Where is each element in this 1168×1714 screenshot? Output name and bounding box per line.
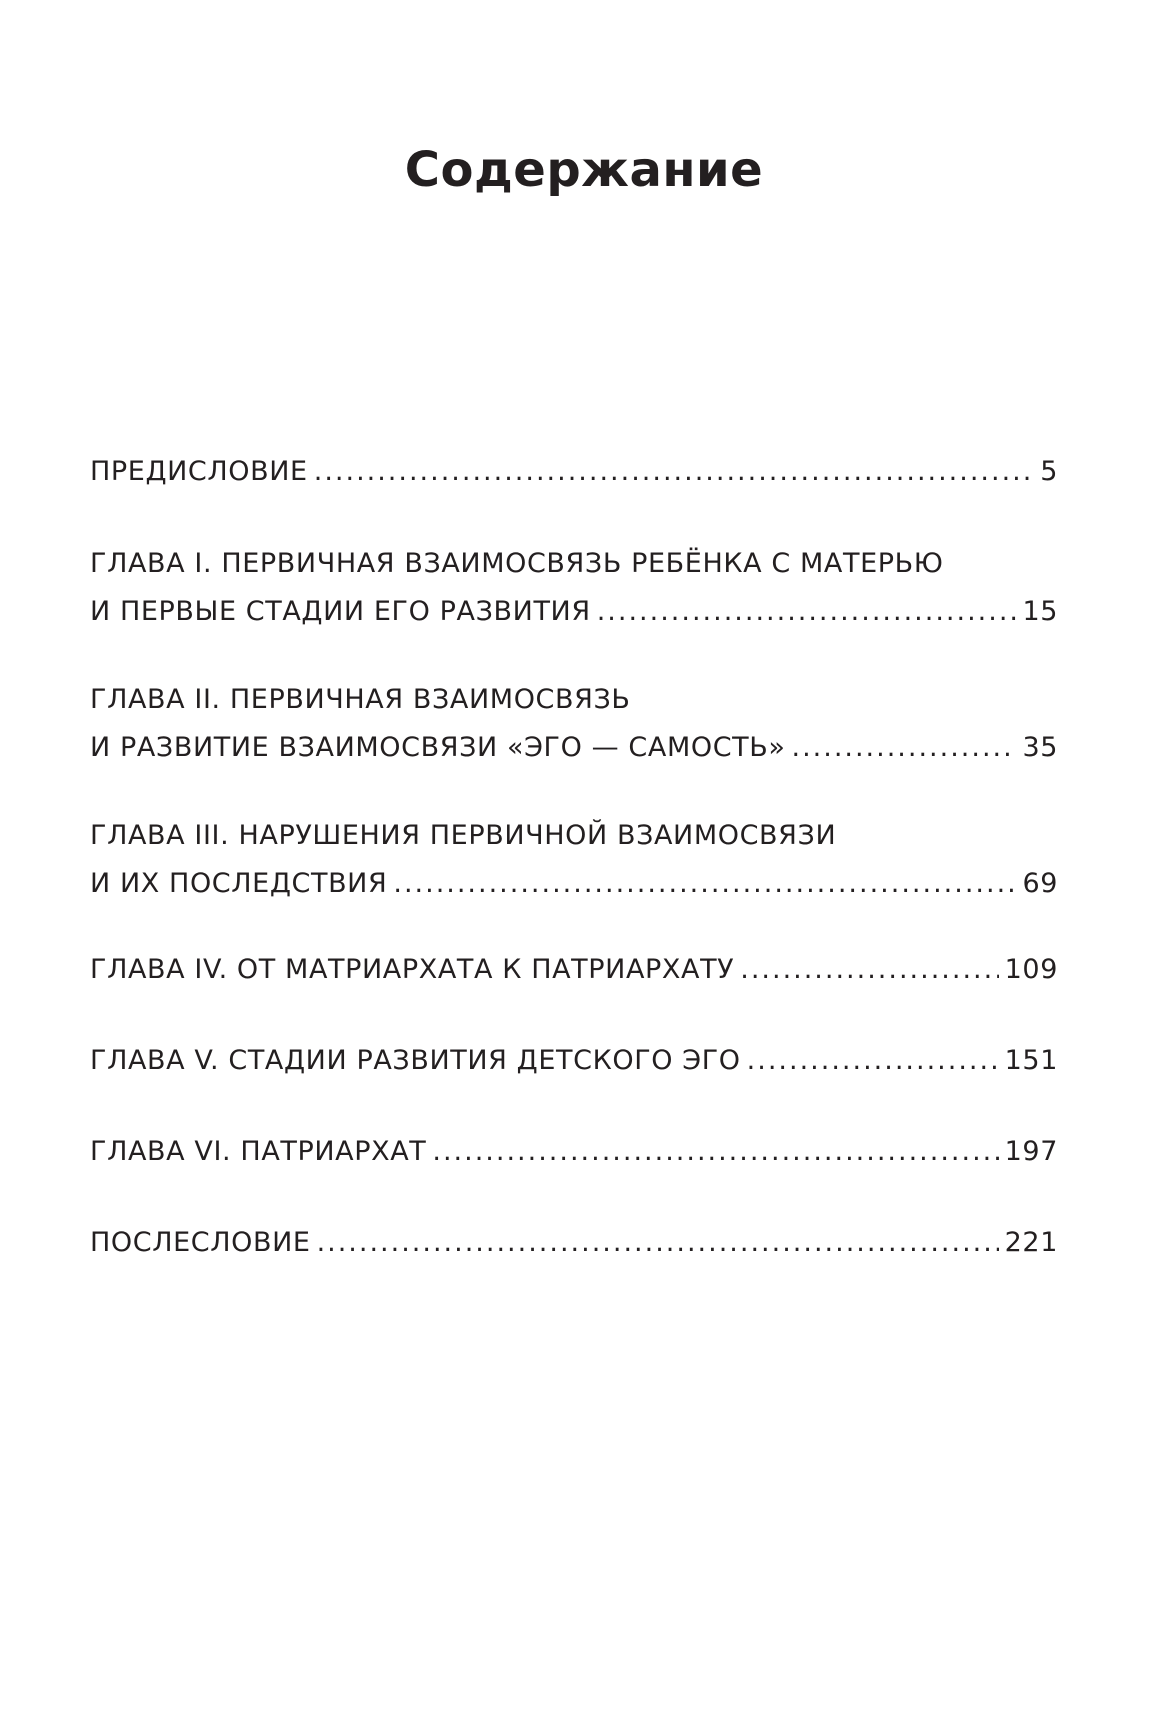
toc-entry-chapter-1[interactable] [90, 540, 1058, 636]
dot-leader [791, 724, 1016, 772]
toc-page-number: 221 [1004, 1227, 1058, 1258]
toc-entry-line [90, 724, 1058, 772]
toc-page-number: 69 [1022, 868, 1058, 899]
dot-leader [432, 1128, 998, 1176]
toc-entry-line [90, 860, 1058, 908]
dot-leader [747, 1037, 999, 1085]
dot-leader [393, 860, 1016, 908]
page-title: Содержание [404, 142, 764, 199]
dot-leader [597, 588, 1017, 636]
toc-entry-chapter-3[interactable] [90, 812, 1058, 908]
dot-leader [314, 448, 1034, 496]
toc-entry-title-continued: И РАЗВИТИЕ ВЗАИМОСВЯЗИ «ЭГО — САМОСТЬ» [90, 732, 786, 763]
toc-page-number: 5 [1040, 456, 1058, 487]
dot-leader [317, 1219, 999, 1267]
toc-page-number: 15 [1022, 596, 1058, 627]
toc-entry-line [90, 946, 1058, 994]
toc-entry-title-continued: И ПЕРВЫЕ СТАДИИ ЕГО РАЗВИТИЯ [90, 596, 591, 627]
dot-leader [740, 946, 998, 994]
toc-entry-title: ГЛАВА II. ПЕРВИЧНАЯ ВЗАИМОСВЯЗЬ [90, 684, 631, 715]
toc-entry-title-continued: И ИХ ПОСЛЕДСТВИЯ [90, 868, 388, 899]
toc-entry-title: ПРЕДИСЛОВИЕ [90, 456, 308, 487]
toc-page-number: 151 [1004, 1045, 1058, 1076]
toc-entry-line [90, 1128, 1058, 1176]
toc-entry-line [90, 588, 1058, 636]
toc-page-number: 197 [1004, 1136, 1058, 1167]
toc-entry-afterword[interactable] [90, 1219, 1058, 1267]
toc-page-number: 35 [1022, 732, 1058, 763]
toc-entry-line [90, 448, 1058, 496]
toc-entry-title: ГЛАВА IV. ОТ МАТРИАРХАТА К ПАТРИАРХАТУ [90, 954, 735, 985]
toc-entry-chapter-5[interactable] [90, 1037, 1058, 1085]
toc-entry-line [90, 1037, 1058, 1085]
toc-entry-chapter-6[interactable] [90, 1128, 1058, 1176]
toc-entry-chapter-4[interactable] [90, 946, 1058, 994]
toc-page-number: 109 [1004, 954, 1058, 985]
toc-entry-title: ГЛАВА III. НАРУШЕНИЯ ПЕРВИЧНОЙ ВЗАИМОСВЯЗИ [90, 820, 837, 851]
toc-entry-title: ПОСЛЕСЛОВИЕ [90, 1227, 311, 1258]
toc-entry-title: ГЛАВА VI. ПАТРИАРХАТ [90, 1136, 427, 1167]
toc-entry-title: ГЛАВА V. СТАДИИ РАЗВИТИЯ ДЕТСКОГО ЭГО [90, 1045, 741, 1076]
toc-entry-title: ГЛАВА I. ПЕРВИЧНАЯ ВЗАИМОСВЯЗЬ РЕБЁНКА С МАТЕРЬЮ [90, 548, 944, 579]
toc-entry-chapter-2[interactable] [90, 676, 1058, 772]
toc-entry-preface[interactable] [90, 448, 1058, 496]
toc-entry-line [90, 1219, 1058, 1267]
